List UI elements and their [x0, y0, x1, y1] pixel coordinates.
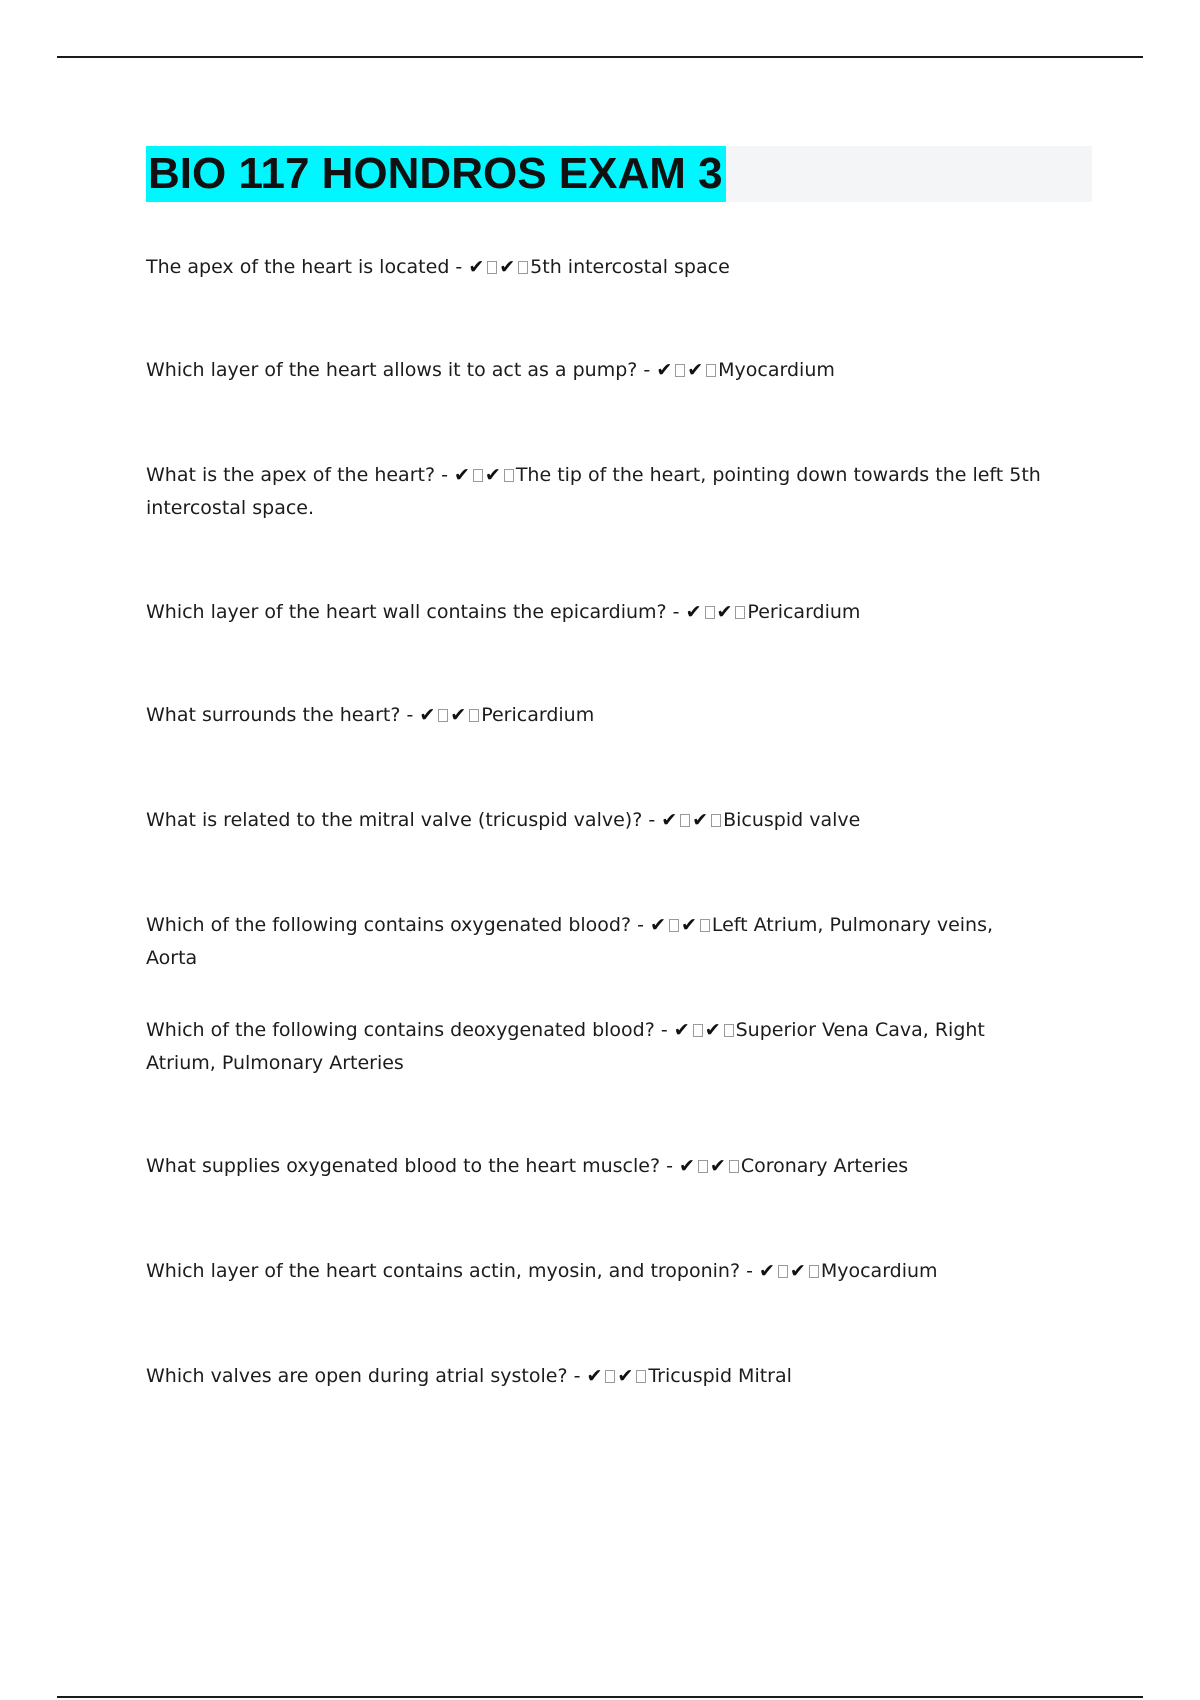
question-text: What is related to the mitral valve (tricuspid valve)? — [146, 809, 643, 831]
top-rule — [57, 56, 1143, 58]
qa-item — [146, 459, 1046, 525]
box-icon — [735, 606, 745, 619]
question-text: Which layer of the heart contains actin, myosin, and troponin? — [146, 1260, 741, 1282]
box-icon — [487, 261, 497, 274]
check-icon: ✔ — [709, 1155, 726, 1177]
answer-text: Bicuspid valve — [723, 809, 861, 831]
question-text: What supplies oxygenated blood to the heart muscle? — [146, 1155, 661, 1177]
question-text: The apex of the heart is located — [146, 256, 450, 278]
box-icon — [706, 364, 716, 377]
question-text: Which valves are open during atrial systole? — [146, 1365, 568, 1387]
check-icon: ✔ — [656, 359, 673, 381]
separator: - — [400, 704, 420, 726]
qa-item — [146, 699, 1046, 732]
check-icon: ✔ — [680, 914, 697, 936]
separator: - — [449, 256, 469, 278]
box-icon — [698, 1160, 708, 1173]
answer-text: Pericardium — [747, 601, 861, 623]
check-icon: ✔ — [650, 914, 666, 936]
answer-text: The tip of the heart, pointing down towards the left 5th intercostal space. — [146, 464, 1041, 519]
box-icon — [473, 469, 483, 482]
separator: - — [567, 1365, 587, 1387]
box-icon — [705, 606, 715, 619]
qa-item — [146, 1360, 1046, 1393]
check-icon: ✔ — [687, 359, 704, 381]
separator: - — [666, 601, 686, 623]
separator: - — [642, 809, 662, 831]
question-text: Which of the following contains oxygenated blood? — [146, 914, 632, 936]
box-icon — [605, 1370, 615, 1383]
box-icon — [675, 364, 685, 377]
separator: - — [660, 1155, 679, 1177]
separator: - — [631, 914, 651, 936]
question-text: Which layer of the heart allows it to act as a pump? — [146, 359, 638, 381]
question-text: Which of the following contains deoxygenated blood? — [146, 1019, 655, 1041]
box-icon — [778, 1265, 788, 1278]
box-icon — [729, 1160, 739, 1173]
separator: - — [654, 1019, 674, 1041]
answer-text: Left Atrium, Pulmonary veins, Aorta — [146, 914, 994, 969]
check-icon: ✔ — [484, 464, 501, 486]
check-icon: ✔ — [685, 601, 702, 623]
question-text: What is the apex of the heart? — [146, 464, 436, 486]
answer-text: Coronary Arteries — [740, 1155, 909, 1177]
bottom-rule — [57, 1696, 1143, 1698]
answer-text: 5th intercostal space — [530, 256, 730, 278]
question-text: Which layer of the heart wall contains the epicardium? — [146, 601, 667, 623]
box-icon — [504, 469, 514, 482]
check-icon: ✔ — [450, 704, 467, 726]
qa-item — [146, 596, 1046, 629]
box-icon — [438, 709, 448, 722]
qa-item — [146, 1150, 1046, 1183]
answer-text: Superior Vena Cava, Right Atrium, Pulmonary Arteries — [146, 1019, 985, 1074]
question-text: What surrounds the heart? — [146, 704, 401, 726]
qa-item — [146, 909, 1046, 975]
answer-text: Myocardium — [820, 1260, 938, 1282]
check-icon: ✔ — [419, 704, 436, 726]
check-icon: ✔ — [759, 1260, 775, 1282]
box-icon — [724, 1024, 734, 1037]
check-icon: ✔ — [617, 1365, 634, 1387]
qa-item — [146, 1255, 1046, 1288]
separator: - — [637, 359, 657, 381]
answer-text: Myocardium — [718, 359, 835, 381]
box-icon — [680, 814, 690, 827]
document-title: BIO 117 HONDROS EXAM 3 — [146, 146, 726, 202]
check-icon: ✔ — [789, 1260, 806, 1282]
separator: - — [435, 464, 454, 486]
box-icon — [636, 1370, 646, 1383]
qa-item — [146, 251, 1046, 284]
box-icon — [809, 1265, 819, 1278]
box-icon — [518, 261, 528, 274]
answer-text: Tricuspid Mitral — [648, 1365, 792, 1387]
box-icon — [711, 814, 721, 827]
qa-item — [146, 1014, 1046, 1080]
box-icon — [469, 709, 479, 722]
check-icon: ✔ — [453, 464, 470, 486]
answer-text: Pericardium — [481, 704, 595, 726]
check-icon: ✔ — [673, 1019, 690, 1041]
check-icon: ✔ — [692, 809, 709, 831]
check-icon: ✔ — [499, 256, 516, 278]
check-icon: ✔ — [468, 256, 485, 278]
separator: - — [740, 1260, 759, 1282]
box-icon — [693, 1024, 703, 1037]
qa-item — [146, 354, 1046, 387]
check-icon: ✔ — [586, 1365, 603, 1387]
check-icon: ✔ — [661, 809, 678, 831]
qa-item — [146, 804, 1046, 837]
box-icon — [700, 919, 710, 932]
check-icon: ✔ — [704, 1019, 721, 1041]
check-icon: ✔ — [679, 1155, 695, 1177]
check-icon: ✔ — [716, 601, 733, 623]
box-icon — [669, 919, 679, 932]
